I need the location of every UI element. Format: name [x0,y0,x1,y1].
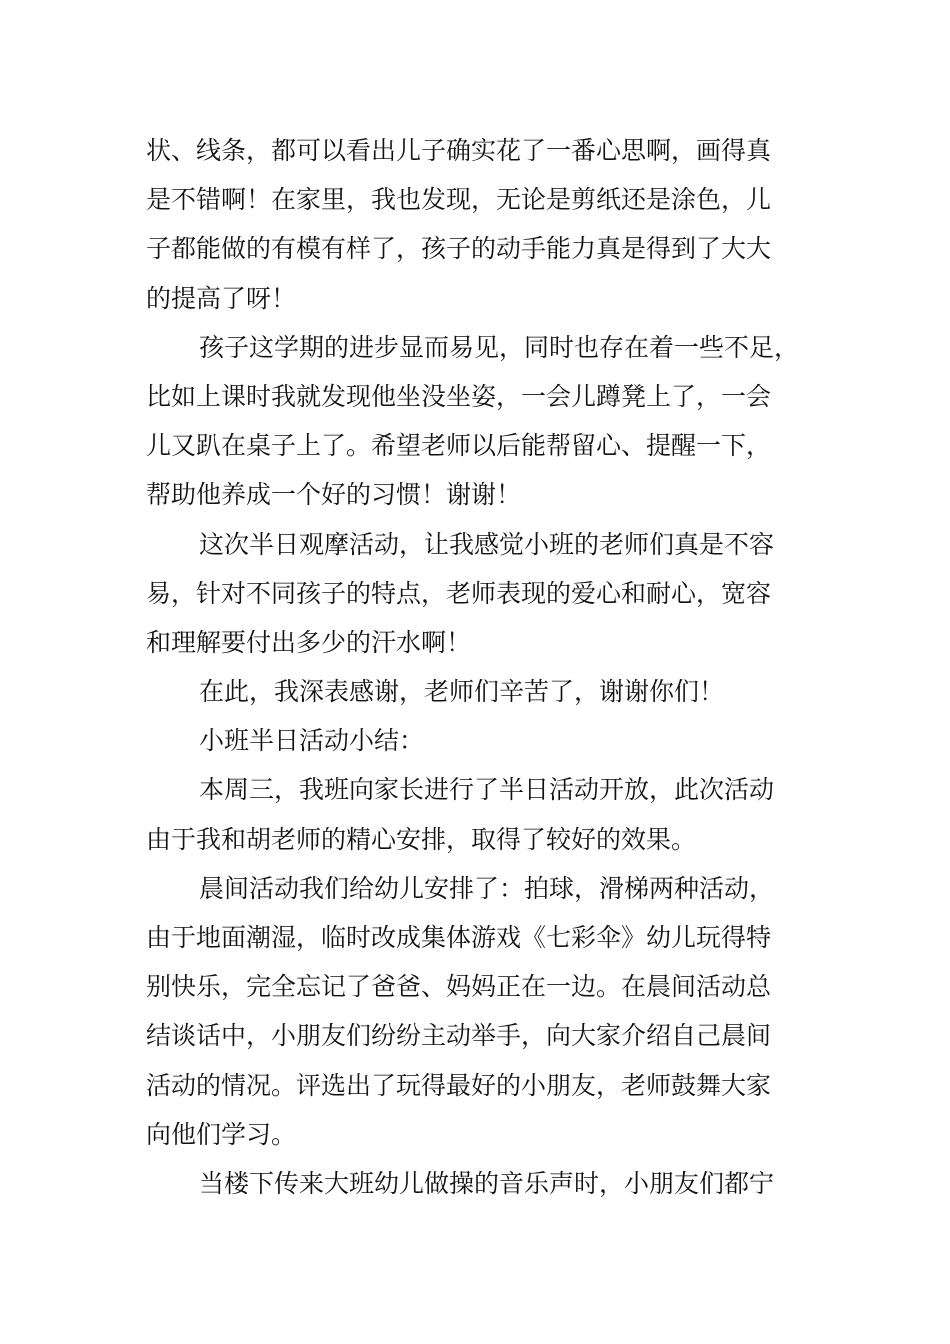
paragraph-6 [146,765,826,863]
text-line: 晨间活动我们给幼儿安排了：拍球，滑梯两种活动， [199,873,775,903]
text-line: 状、线条，都可以看出儿子确实花了一番心思啊，画得真 [146,136,772,165]
text-line: 孩子这学期的进步显而易见，同时也存在着一些不足， [199,332,800,362]
text-line: 和理解要付出多少的汗水啊！ [146,627,472,657]
paragraph-8 [146,1159,826,1208]
text-line: 子都能做的有模有样了，孩子的动手能力真是得到了大大 [146,234,772,264]
text-line: 由于我和胡老师的精心安排，取得了较好的效果。 [146,824,697,854]
text-line: 帮助他养成一个好的习惯！谢谢！ [146,480,522,510]
text-line: 是不错啊！在家里，我也发现，无论是剪纸还是涂色，儿 [146,185,772,215]
section-heading [146,716,826,765]
text-line: 比如上课时我就发现他坐没坐姿，一会儿蹲凳上了，一会 [146,381,772,411]
text-line: 这次半日观摩活动，让我感觉小班的老师们真是不容 [199,529,775,559]
text-line: 活动的情况。评选出了玩得最好的小朋友，老师鼓舞大家 [146,1070,772,1100]
text-line: 别快乐，完全忘记了爸爸、妈妈正在一边。在晨间活动总 [146,972,772,1002]
text-line: 的提高了呀！ [146,283,297,313]
paragraph-4 [146,667,826,716]
text-line: 由于地面潮湿，临时改成集体游戏《七彩伞》幼儿玩得特 [146,923,772,952]
paragraph-1 [146,126,826,323]
text-line: 本周三，我班向家长进行了半日活动开放，此次活动 [199,775,775,805]
text-line: 结谈话中，小朋友们纷纷主动举手，向大家介绍自己晨间 [146,1021,772,1051]
paragraph-7 [146,864,826,1159]
paragraph-3 [146,520,826,668]
document-body [146,126,826,1208]
text-line: 向他们学习。 [146,1119,297,1149]
text-line: 儿又趴在桌子上了。希望老师以后能帮留心、提醒一下， [146,431,772,461]
paragraph-2 [146,323,826,520]
text-line: 易，针对不同孩子的特点，老师表现的爱心和耐心，宽容 [146,578,772,608]
text-line: 在此，我深表感谢，老师们辛苦了，谢谢你们！ [199,677,725,707]
text-line: 小班半日活动小结： [199,726,425,756]
text-line: 当楼下传来大班幼儿做操的音乐声时，小朋友们都宁 [199,1168,775,1198]
